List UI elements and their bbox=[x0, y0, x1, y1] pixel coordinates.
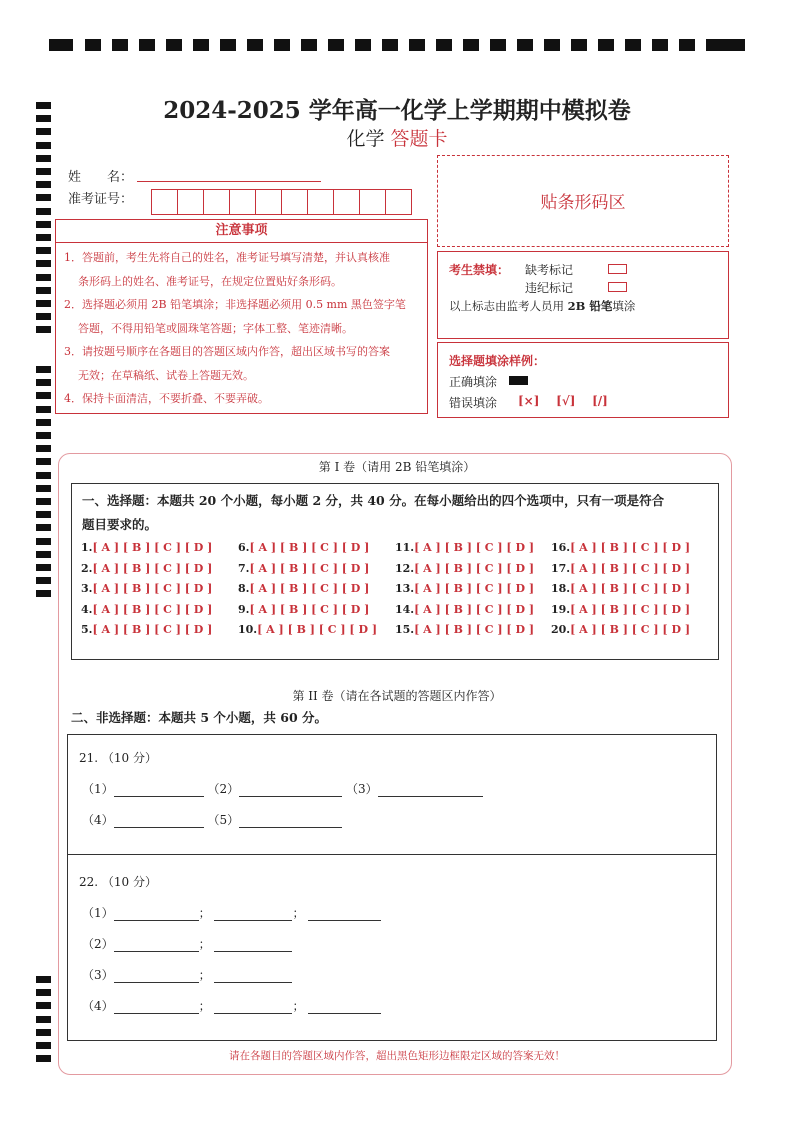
q22-row-4 bbox=[82, 997, 381, 1014]
q22-part-3: （3） bbox=[82, 968, 114, 982]
timing-mark bbox=[36, 168, 51, 175]
q22-part-2: （2） bbox=[82, 937, 114, 951]
choice-question[interactable] bbox=[395, 541, 534, 554]
question-number: 7. bbox=[238, 561, 250, 575]
part1-heading: 第 I 卷（请用 2B 铅笔填涂） bbox=[318, 460, 476, 474]
timing-mark bbox=[36, 406, 51, 413]
choice-question[interactable] bbox=[395, 623, 534, 636]
choice-question[interactable] bbox=[81, 562, 212, 575]
answer-options[interactable]: [ A ] [ B ] [ C ] [ D ] bbox=[414, 623, 535, 636]
question-number: 9. bbox=[238, 602, 250, 616]
page-title: 2024-2025 学年高一化学上学期期中模拟卷 bbox=[163, 97, 631, 124]
q22-blank-1a[interactable] bbox=[114, 908, 199, 921]
part2-heading: 第 II 卷（请在各试题的答题区内作答） bbox=[292, 689, 502, 703]
answer-options[interactable]: [ A ] [ B ] [ C ] [ D ] bbox=[92, 541, 213, 554]
timing-mark bbox=[36, 1002, 51, 1009]
choice-question[interactable] bbox=[238, 541, 369, 554]
question-number: 6. bbox=[238, 541, 250, 554]
q22-sep: ； bbox=[198, 968, 211, 982]
q22-label: 22. （10 分） bbox=[79, 875, 157, 889]
timing-mark bbox=[36, 445, 51, 452]
answer-options[interactable]: [ A ] [ B ] [ C ] [ D ] bbox=[414, 561, 535, 575]
choice-question[interactable] bbox=[551, 582, 690, 595]
answer-options[interactable]: [ A ] [ B ] [ C ] [ D ] bbox=[92, 623, 213, 636]
question-number: 3. bbox=[81, 582, 93, 595]
part2-instruction: 二、非选择题：本题共 5 个小题，共 60 分。 bbox=[71, 710, 328, 725]
barcode-label: 贴条形码区 bbox=[540, 193, 626, 213]
timing-mark bbox=[36, 485, 51, 492]
q21-row-2 bbox=[82, 811, 342, 828]
timing-mark bbox=[36, 1029, 51, 1036]
choice-question[interactable] bbox=[238, 603, 369, 616]
timing-mark bbox=[36, 221, 51, 228]
answer-options[interactable]: [ A ] [ B ] [ C ] [ D ] bbox=[249, 561, 370, 575]
q22-sep: ； bbox=[198, 937, 211, 951]
forbid-title: 考生禁填： bbox=[449, 263, 510, 277]
subtitle-answer-card: 答题卡 bbox=[390, 128, 448, 150]
page-subtitle bbox=[0, 124, 794, 151]
timing-mark bbox=[36, 498, 51, 505]
timing-mark bbox=[36, 326, 51, 333]
name-field[interactable] bbox=[137, 181, 321, 182]
question-number: 18. bbox=[551, 582, 571, 595]
answer-options[interactable]: [ A ] [ B ] [ C ] [ D ] bbox=[414, 602, 535, 616]
q22-blank-4c[interactable] bbox=[308, 1001, 381, 1014]
q21-part-2: （2） bbox=[207, 782, 240, 796]
q22-blank-2a[interactable] bbox=[114, 939, 199, 952]
examiner-only-box bbox=[437, 251, 729, 339]
timing-mark bbox=[36, 524, 51, 531]
choice-section bbox=[71, 483, 719, 660]
choice-question[interactable] bbox=[551, 623, 690, 636]
timing-mark bbox=[36, 247, 51, 254]
q21-part-3: （3） bbox=[345, 782, 378, 796]
q22-blank-1b[interactable] bbox=[214, 908, 292, 921]
answer-options[interactable]: [ A ] [ B ] [ C ] [ D ] bbox=[92, 582, 213, 595]
question-number: 17. bbox=[551, 561, 571, 575]
choice-question[interactable] bbox=[551, 603, 690, 616]
subtitle-subject: 化学 bbox=[346, 128, 385, 150]
answer-options[interactable]: [ A ] [ B ] [ C ] [ D ] bbox=[414, 541, 535, 554]
q22-sep: ； bbox=[198, 906, 211, 920]
q21-blank-2[interactable] bbox=[239, 784, 342, 797]
choice-question[interactable] bbox=[81, 603, 212, 616]
forbid-note-pre: 以上标志由监考人员用 bbox=[449, 299, 564, 313]
timing-mark bbox=[36, 287, 51, 294]
timing-mark bbox=[36, 379, 51, 386]
note-line: 2．选择题必须用 2B 铅笔填涂；非选择题必须用 0.5 mm 黑色签字笔 bbox=[64, 298, 406, 311]
timing-mark bbox=[36, 194, 51, 201]
question-number: 15. bbox=[395, 623, 415, 636]
timing-mark bbox=[36, 155, 51, 162]
q22-sep: ； bbox=[292, 906, 305, 920]
timing-mark bbox=[36, 538, 51, 545]
timing-mark bbox=[36, 989, 51, 996]
wrong-mark-slash: [/] bbox=[592, 394, 608, 408]
q22-row-2 bbox=[82, 935, 292, 952]
timing-mark bbox=[36, 260, 51, 267]
timing-mark bbox=[36, 564, 51, 571]
sample-title: 选择题填涂样例： bbox=[449, 354, 546, 368]
answer-options[interactable]: [ A ] [ B ] [ C ] [ D ] bbox=[570, 561, 691, 575]
q22-blank-4b[interactable] bbox=[214, 1001, 292, 1014]
violation-mark[interactable] bbox=[608, 282, 627, 292]
timing-mark bbox=[36, 181, 51, 188]
choice-question[interactable] bbox=[395, 582, 534, 595]
q21-blank-4[interactable] bbox=[114, 815, 204, 828]
choice-question[interactable] bbox=[238, 562, 369, 575]
q22-sep: ； bbox=[292, 999, 305, 1013]
answer-options[interactable]: [ A ] [ B ] [ C ] [ D ] bbox=[570, 623, 691, 636]
question-number: 5. bbox=[81, 623, 93, 636]
absent-label: 缺考标记 bbox=[525, 263, 574, 277]
exam-id-boxes[interactable] bbox=[152, 189, 412, 213]
correct-fill-label: 正确填涂 bbox=[449, 375, 498, 389]
q22-part-1: （1） bbox=[82, 906, 114, 920]
timing-mark bbox=[36, 551, 51, 558]
violation-label: 违纪标记 bbox=[525, 281, 574, 295]
answer-options[interactable]: [ A ] [ B ] [ C ] [ D ] bbox=[249, 582, 370, 595]
timing-mark bbox=[36, 366, 51, 373]
choice-question[interactable] bbox=[395, 562, 534, 575]
question-number: 4. bbox=[81, 602, 93, 616]
timing-mark bbox=[36, 1016, 51, 1023]
question-number: 8. bbox=[238, 582, 250, 595]
notes-heading: 注意事项 bbox=[56, 220, 427, 243]
question-number: 10. bbox=[238, 623, 258, 636]
choice-question[interactable] bbox=[551, 562, 690, 575]
choice-question[interactable] bbox=[551, 541, 690, 554]
answer-options[interactable]: [ A ] [ B ] [ C ] [ D ] bbox=[92, 561, 213, 575]
q22-part-4: （4） bbox=[82, 999, 114, 1013]
q21-row-1 bbox=[82, 780, 483, 797]
notes-box bbox=[55, 219, 428, 414]
note-line: 3．请按题号顺序在各题目的答题区域内作答，超出区域书写的答案 bbox=[64, 345, 390, 358]
timing-mark bbox=[36, 274, 51, 281]
choice-question[interactable] bbox=[395, 603, 534, 616]
barcode-area bbox=[437, 155, 729, 247]
timing-mark bbox=[36, 511, 51, 518]
q22-blank-1c[interactable] bbox=[308, 908, 381, 921]
choice-instruction: 一、选择题：本题共 20 个小题，每小题 2 分，共 40 分。在每小题给出的四个选项中，只有一项是符合 bbox=[82, 493, 665, 508]
q22-sep: ； bbox=[198, 999, 211, 1013]
q22-blank-4a[interactable] bbox=[114, 1001, 199, 1014]
answer-options[interactable]: [ A ] [ B ] [ C ] [ D ] bbox=[249, 602, 370, 616]
q21-label: 21. （10 分） bbox=[79, 751, 157, 765]
question-number: 20. bbox=[551, 623, 571, 636]
wrong-mark-cross: [×] bbox=[518, 394, 540, 408]
choice-question[interactable] bbox=[81, 582, 212, 595]
q22-blank-3a[interactable] bbox=[114, 970, 199, 983]
wrong-mark-check: [√] bbox=[556, 394, 576, 408]
correct-fill-mark bbox=[509, 376, 528, 385]
absent-mark[interactable] bbox=[608, 264, 627, 274]
timing-mark bbox=[36, 976, 51, 983]
wrong-fill-marks bbox=[518, 394, 608, 408]
wrong-fill-label: 错误填涂 bbox=[449, 396, 498, 410]
choice-question[interactable] bbox=[238, 623, 377, 636]
question-22-box bbox=[67, 853, 717, 1041]
timing-mark bbox=[36, 313, 51, 320]
timing-mark bbox=[36, 208, 51, 215]
q21-blank-3[interactable] bbox=[378, 784, 483, 797]
fill-sample-box bbox=[437, 342, 729, 418]
question-number: 16. bbox=[551, 541, 571, 554]
answer-options[interactable]: [ A ] [ B ] [ C ] [ D ] bbox=[570, 602, 691, 616]
q21-part-5: （5） bbox=[207, 813, 240, 827]
forbid-note-bold: 2B 铅笔 bbox=[567, 299, 613, 313]
q22-row-3 bbox=[82, 966, 292, 983]
question-number: 13. bbox=[395, 582, 415, 595]
note-line: 条形码上的姓名、准考证号，在规定位置贴好条形码。 bbox=[78, 274, 342, 288]
q22-blank-3b[interactable] bbox=[214, 970, 292, 983]
timing-mark bbox=[36, 300, 51, 307]
question-number: 14. bbox=[395, 602, 415, 616]
top-timing-marks bbox=[49, 39, 745, 51]
timing-mark bbox=[36, 577, 51, 584]
forbid-note bbox=[449, 298, 635, 314]
answer-options[interactable]: [ A ] [ B ] [ C ] [ D ] bbox=[570, 582, 691, 595]
answer-options[interactable]: [ A ] [ B ] [ C ] [ D ] bbox=[257, 623, 378, 636]
exam-id-label: 准考证号： bbox=[68, 192, 134, 207]
q22-row-1 bbox=[82, 904, 381, 921]
choice-question[interactable] bbox=[81, 623, 212, 636]
question-number: 19. bbox=[551, 602, 571, 616]
note-line: 答题，不得用铅笔或圆珠笔答题；字体工整、笔迹清晰。 bbox=[78, 321, 353, 335]
timing-mark bbox=[36, 590, 51, 597]
choice-question[interactable] bbox=[238, 582, 369, 595]
footer-warning: 请在各题目的答题区域内作答，超出黑色矩形边框限定区域的答案无效！ bbox=[229, 1050, 565, 1062]
timing-mark bbox=[36, 432, 51, 439]
choice-instruction-2: 题目要求的。 bbox=[82, 517, 158, 532]
question-number: 12. bbox=[395, 561, 415, 575]
choice-question[interactable] bbox=[81, 541, 212, 554]
note-line: 4．保持卡面清洁，不要折叠、不要弄破。 bbox=[64, 392, 269, 405]
note-line: 无效；在草稿纸、试卷上答题无效。 bbox=[78, 368, 254, 382]
forbid-note-post: 填涂 bbox=[612, 299, 636, 313]
question-number: 2. bbox=[81, 561, 93, 575]
timing-mark bbox=[36, 419, 51, 426]
timing-mark bbox=[36, 234, 51, 241]
note-line: 1．答题前，考生先将自己的姓名，准考证号填写清楚，并认真核准 bbox=[64, 251, 390, 264]
q21-blank-1[interactable] bbox=[114, 784, 204, 797]
question-number: 11. bbox=[395, 541, 415, 554]
timing-mark bbox=[36, 392, 51, 399]
answer-options[interactable]: [ A ] [ B ] [ C ] [ D ] bbox=[570, 541, 691, 554]
answer-options[interactable]: [ A ] [ B ] [ C ] [ D ] bbox=[414, 582, 535, 595]
question-number: 1. bbox=[81, 541, 93, 554]
question-21-box bbox=[67, 734, 717, 855]
answer-options[interactable]: [ A ] [ B ] [ C ] [ D ] bbox=[249, 541, 370, 554]
q21-part-4: （4） bbox=[82, 813, 114, 827]
answer-options[interactable]: [ A ] [ B ] [ C ] [ D ] bbox=[92, 602, 213, 616]
name-label: 姓 名： bbox=[68, 170, 134, 185]
q22-blank-2b[interactable] bbox=[214, 939, 292, 952]
q21-blank-5[interactable] bbox=[239, 815, 342, 828]
q21-part-1: （1） bbox=[82, 782, 114, 796]
